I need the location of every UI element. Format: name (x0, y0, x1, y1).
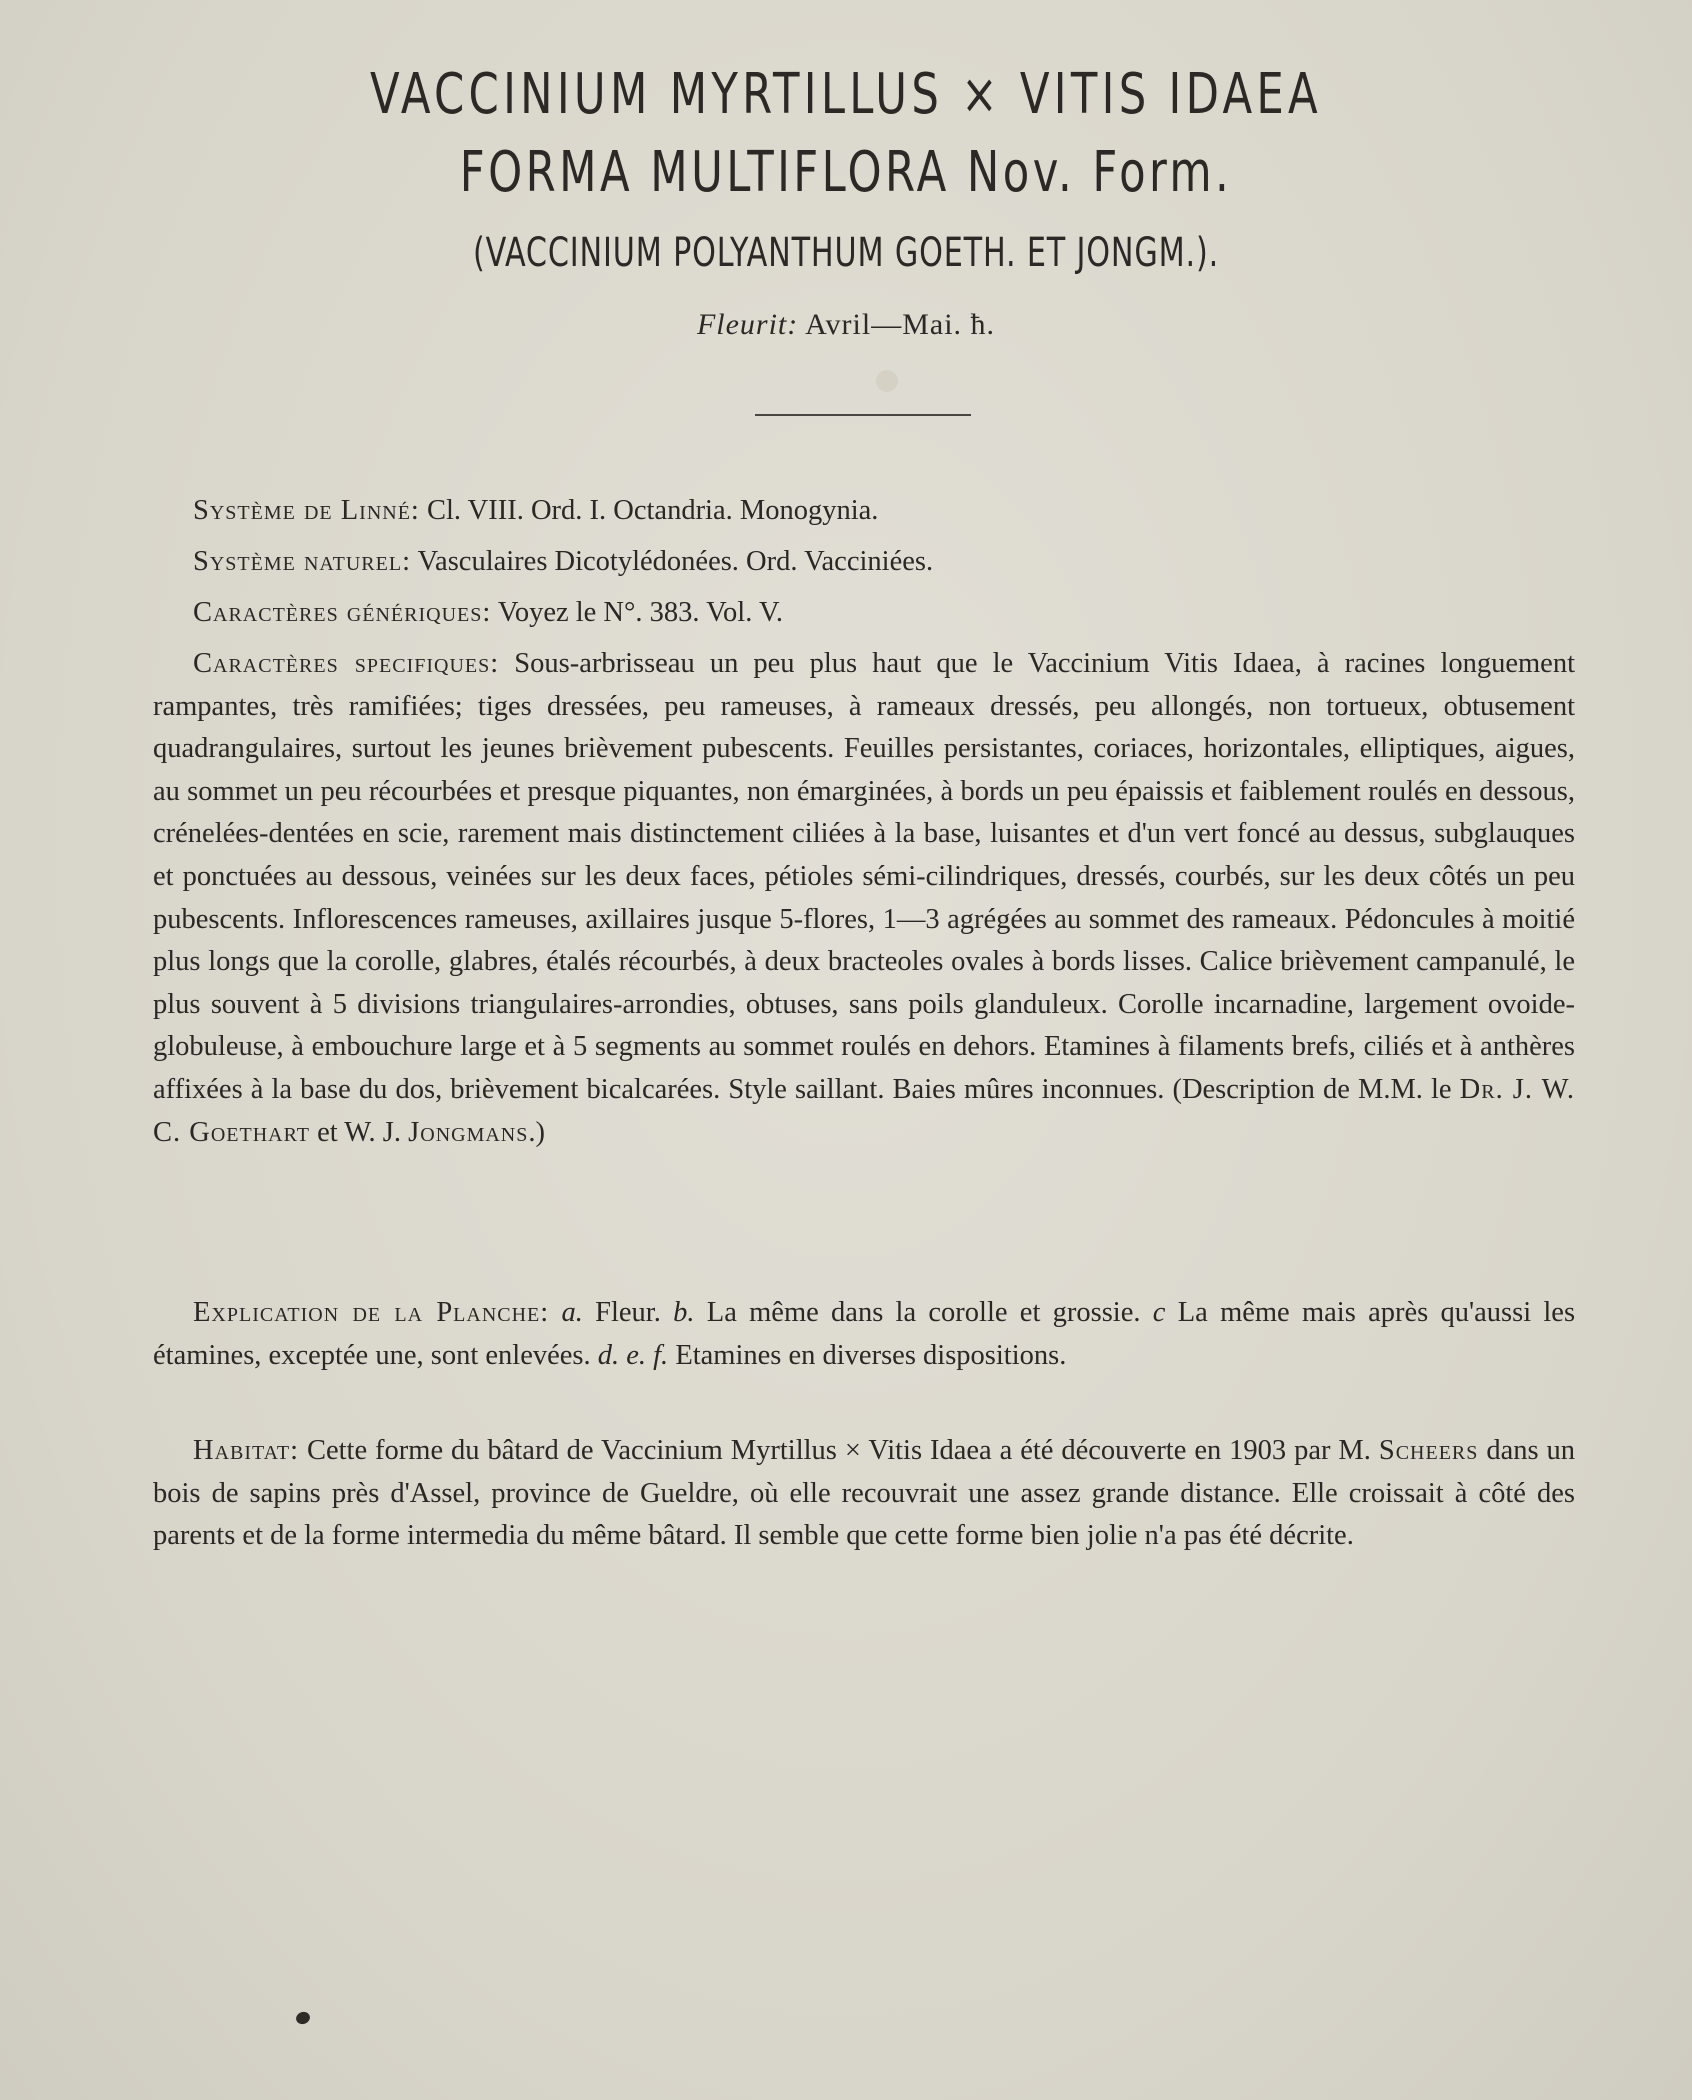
habitat-text-2: dans un bois de sapins près d'Assel, province de Gueldre, où elle recouvrait une assez grande distance. Elle croissait à côté des parents et de la forme intermedia du même bâtard. Il semble que cette forme bien jolie n'a pas été décrite. (153, 1435, 1576, 1552)
naturel-text: Vasculaires Dicotylédonées. Ord. Vacciniées. (417, 546, 934, 577)
habitat-text-1: Cette forme du bâtard de Vaccinium Myrtillus × Vitis Idaea a été découverte en 1903 par M. (306, 1435, 1371, 1466)
authors-2: Jongmans (408, 1116, 529, 1148)
planche-c-text: La même mais après qu'aussi les étamines, exceptée une, sont enlevées. (153, 1297, 1576, 1371)
section-generiques (193, 592, 1615, 635)
generiques-label: Caractères génériques: (193, 597, 492, 628)
authors-1: Dr. J. W. C. Goethart (153, 1073, 1576, 1148)
specifiques-text: Sous-arbrisseau un peu plus haut que le Vaccinium Vitis Idaea, à racines longuement rampantes, très ramifiées; tiges dressées, peu rameuses, à rameaux dressés, peu allongés, non tortueux, obtusement quadrangulaires, surtout les jeunes brièvement pubescents. Feuilles persistantes, coriaces, horizontales, elliptiques, aigues, au sommet un peu récourbées et presque piquantes, non émarginées, à bords un peu épaissis et faiblement roulés en dessous, crénelées-dentées en scie, rarement mais distinctement ciliées à la base, luisantes et d'un vert foncé au dessus, subglauques et ponctuées au dessous, veinées sur les deux faces, pétioles sémi-cilindriques, dressés, courbés, sur les deux côtés un peu pubescents. Inflorescences rameuses, axillaires jusque 5-flores, 1—3 agrégées au sommet des rameaux. Pédoncules à moitié plus longs que la corolle, glabres, étalés récourbés, à deux bracteoles ovales à bords lisses. Calice brièvement campanulé, le plus souvent à 5 divisions triangulaires-arrondies, obtuses, sans poils glanduleux. Corolle incarnadine, largement ovoide-globuleuse, à embouchure large et à 5 segments au sommet roulés en dehors. Etamines à filaments brefs, ciliés et à anthères affixées à la base du dos, brièvement bicalcarées. Style saillant. Baies mûres inconnues. (Description de M.M. le (153, 648, 1575, 1105)
habitat-label: Habitat: (193, 1435, 300, 1466)
planche-def: d. e. f. (597, 1339, 669, 1371)
linne-text: Cl. VIII. Ord. I. Octandria. Monogynia. (426, 495, 879, 526)
synonym-line: (VACCINIUM POLYANTHUM GOETH. ET JONGM.). (472, 230, 1220, 276)
section-linne (193, 490, 1615, 533)
ink-spot (294, 2010, 311, 2026)
title-line-1: VACCINIUM MYRTILLUS × VITIS IDAEA (370, 62, 1322, 127)
specifiques-label: Caractères specifiques: (193, 648, 500, 679)
planche-b-text: La même dans la corolle et grossie. (706, 1297, 1141, 1328)
foxing-spot (876, 370, 898, 392)
planche-a: a. (561, 1297, 583, 1328)
generiques-text: Voyez le N°. 383. Vol. V. (497, 597, 783, 628)
planche-b: b. (673, 1297, 695, 1328)
flowering-value: Avril—Mai. ħ. (805, 308, 996, 341)
title-divider (755, 414, 971, 416)
linne-label: Système de Linné: (193, 495, 420, 526)
habitat-name: Scheers (1378, 1435, 1479, 1466)
flowering-label: Fleurit: (696, 308, 799, 341)
naturel-label: Système naturel: (193, 546, 411, 577)
section-habitat (153, 1430, 1575, 1558)
authors-and: et W. J. (317, 1116, 402, 1148)
planche-label: Explication de la Planche: (193, 1297, 550, 1328)
planche-c: c (1152, 1297, 1166, 1328)
authors-end: .) (528, 1116, 545, 1148)
planche-a-text: Fleur. (595, 1297, 661, 1328)
flowering-line (0, 308, 1692, 342)
section-planche (153, 1292, 1575, 1377)
section-specifiques (153, 643, 1575, 1154)
planche-def-text: Etamines en diverses dispositions. (675, 1339, 1067, 1371)
title-line-2: FORMA MULTIFLORA Nov. Form. (459, 140, 1233, 205)
section-naturel (193, 541, 1615, 584)
